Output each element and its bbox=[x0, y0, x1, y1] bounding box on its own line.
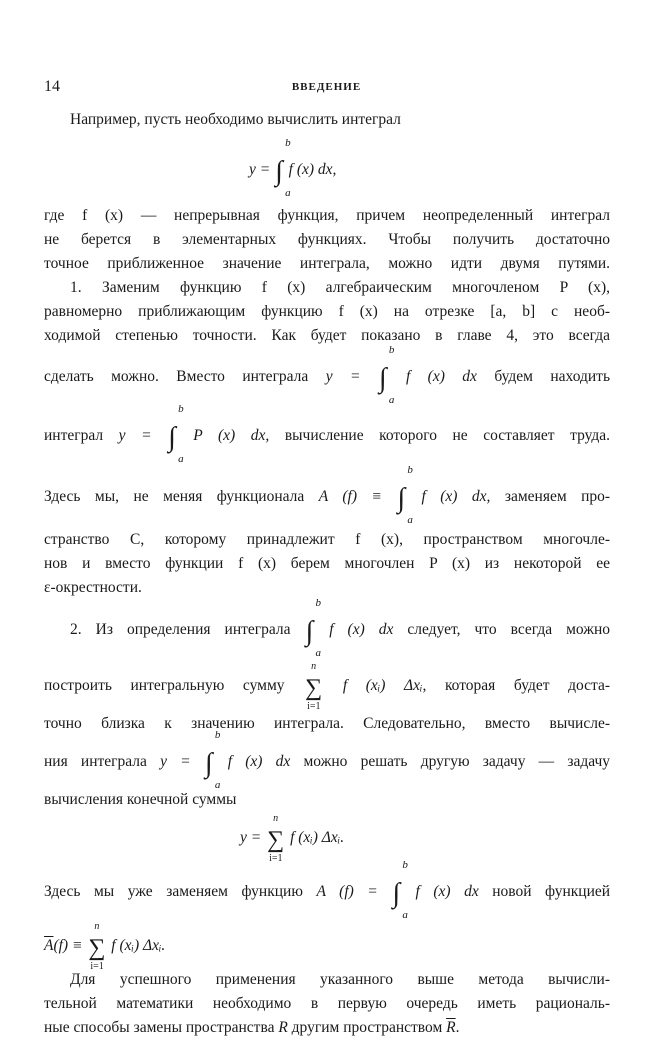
text-line-with-sum bbox=[44, 660, 610, 712]
text-line-with-symbols bbox=[44, 1016, 610, 1040]
space-R-bar: $\overline{R}$ bbox=[446, 1019, 456, 1036]
text-line: равномерно приближающим функцию f (x) на отрезке [a, b] с необ- bbox=[44, 303, 610, 320]
text-line-with-integral bbox=[44, 466, 610, 528]
integral-upper-limit: b bbox=[285, 137, 291, 149]
text-segment: сделать можно. Вместо интеграла bbox=[44, 368, 309, 385]
formula-integrand: f (x) dx, bbox=[288, 161, 337, 178]
text-segment: можно решать другую задачу — задачу bbox=[303, 753, 611, 770]
integral-sign: ∫ b a bbox=[397, 464, 413, 526]
paragraph-functional bbox=[44, 466, 610, 600]
sum-sign: ∑ n i=1 bbox=[305, 661, 323, 712]
paragraph-continuous-function bbox=[44, 204, 610, 276]
integral-lower-limit: a bbox=[388, 394, 395, 406]
text-line: не берется в элементарных функциях. Чтобы получить достаточно bbox=[44, 231, 610, 248]
integral-upper-limit: b bbox=[214, 729, 221, 741]
text-line: где f (x) — непрерывная функция, причем неопределенный интеграл bbox=[44, 207, 610, 224]
text-segment: следует, что всегда можно bbox=[407, 621, 611, 638]
integral-sign: ∫ b a bbox=[392, 859, 408, 921]
formula-lhs: y = bbox=[160, 753, 191, 770]
text-segment: 2. Из определения интеграла bbox=[70, 621, 291, 638]
sum-lower-limit: i=1 bbox=[90, 961, 104, 972]
paragraph-method-one bbox=[44, 276, 610, 466]
text-line: точно близка к значению интеграла. Следовательно, вместо вычисле- bbox=[44, 715, 610, 732]
text-line: ходимой степенью точности. Как будет показано в главе 4, это всегда bbox=[44, 327, 610, 344]
integral-lower-limit: a bbox=[178, 453, 184, 465]
text-line: странство C, которому принадлежит f (x), пространством многочле- bbox=[44, 531, 610, 548]
sum-upper-limit: n bbox=[311, 661, 317, 672]
integral-sign: ∫ b a bbox=[275, 137, 291, 199]
text-segment: другим пространством bbox=[291, 1019, 443, 1036]
formula-integral-expr bbox=[249, 137, 337, 199]
integral-sign: ∫ b a bbox=[378, 344, 395, 406]
integral-upper-limit: b bbox=[178, 403, 184, 415]
text-line-with-integral bbox=[44, 344, 611, 406]
formula-integrand: f (x) dx bbox=[405, 368, 477, 385]
sum-body: f (xᵢ) Δxᵢ. bbox=[111, 937, 166, 954]
integral-upper-limit: b bbox=[402, 859, 408, 871]
text-segment: ния интеграла bbox=[44, 753, 147, 770]
text-segment: которая будет доста- bbox=[444, 677, 611, 694]
integral-sign: ∫ b a bbox=[204, 729, 221, 791]
paragraph-method-two bbox=[44, 597, 611, 812]
text-segment: Здесь мы уже заменяем функцию bbox=[44, 883, 303, 900]
sum-lower-limit: i=1 bbox=[307, 701, 321, 712]
formula-finite-sum-expr bbox=[240, 813, 345, 864]
integral-lower-limit: a bbox=[285, 187, 291, 199]
sum-body: f (xᵢ) Δxᵢ, bbox=[342, 677, 427, 694]
sum-body: f (xᵢ) Δxᵢ. bbox=[290, 829, 345, 846]
paragraph-conclusion bbox=[44, 968, 610, 1040]
intro-text: Например, пусть необходимо вычислить интеграл bbox=[70, 111, 401, 128]
formula-integrand: f (x) dx bbox=[227, 753, 291, 770]
text-line-with-integral bbox=[44, 859, 611, 921]
formula-lhs: y = bbox=[325, 368, 361, 385]
formula-integrand: f (x) dx, bbox=[421, 488, 491, 505]
text-line: тельной математики необходимо в первую очередь иметь рациональ- bbox=[44, 995, 610, 1012]
formula-integrand: P (x) dx, bbox=[193, 427, 270, 444]
sum-lower-limit: i=1 bbox=[269, 853, 283, 864]
integral-lower-limit: a bbox=[407, 514, 413, 526]
integral-lower-limit: a bbox=[214, 779, 221, 791]
text-segment: вычисление которого не составляет труда. bbox=[284, 427, 611, 444]
formula-integrand: f (x) dx bbox=[329, 621, 394, 638]
text-segment: построить интегральную сумму bbox=[44, 677, 285, 694]
text-line-with-integral bbox=[44, 597, 611, 660]
formula-finite-sum bbox=[44, 812, 610, 868]
functional-A: A (f) ≡ bbox=[318, 488, 382, 505]
integral-lower-limit: a bbox=[402, 909, 408, 921]
sum-upper-limit: n bbox=[273, 813, 279, 824]
sum-upper-limit: n bbox=[94, 921, 100, 932]
formula-lhs: y = bbox=[118, 427, 152, 444]
integral-sign: ∫ b a bbox=[305, 597, 322, 659]
functional-A-bar: $\overline{A}$ bbox=[44, 937, 54, 954]
functional-A-bar-args: (f) ≡ bbox=[53, 937, 83, 954]
text-line: Для успешного применения указанного выше метода вычисли- bbox=[70, 971, 610, 988]
formula-lhs: y = bbox=[249, 161, 271, 178]
space-R: R bbox=[278, 1019, 288, 1036]
paragraph-intro bbox=[44, 108, 610, 132]
formula-integral bbox=[44, 132, 610, 204]
text-line-with-sum bbox=[44, 916, 610, 972]
text-line-with-integral bbox=[44, 729, 611, 791]
sum-sign: ∑ n i=1 bbox=[267, 813, 285, 864]
formula-integrand: f (x) dx bbox=[415, 883, 479, 900]
text-segment: ные способы замены пространства bbox=[44, 1019, 275, 1036]
page-number: 14 bbox=[44, 78, 60, 95]
integral-upper-limit: b bbox=[315, 597, 322, 609]
page-header bbox=[44, 78, 609, 100]
running-head: ВВЕДЕНИЕ bbox=[291, 81, 362, 93]
text-segment: заменяем про- bbox=[504, 488, 611, 505]
page-body bbox=[44, 106, 610, 1040]
formula-lhs: y = bbox=[240, 829, 262, 846]
integral-sign: ∫ b a bbox=[168, 403, 184, 465]
integral-lower-limit: a bbox=[315, 647, 322, 659]
text-line: точное приближенное значение интеграла, можно идти двумя путями. bbox=[44, 255, 610, 272]
sum-sign: ∑ n i=1 bbox=[88, 921, 106, 972]
functional-A: A (f) = bbox=[316, 883, 378, 900]
text-segment: будем находить bbox=[494, 368, 611, 385]
paragraph-new-functional bbox=[44, 859, 611, 972]
integral-upper-limit: b bbox=[407, 464, 413, 476]
text-segment: интеграл bbox=[44, 427, 104, 444]
text-line: ε-окрестности. bbox=[44, 579, 142, 596]
text-segment: Здесь мы, не меняя функционала bbox=[44, 488, 305, 505]
integral-upper-limit: b bbox=[388, 344, 395, 356]
text-segment: новой функцией bbox=[492, 883, 611, 900]
text-line: вычисления конечной суммы bbox=[44, 791, 237, 808]
sentence-end: . bbox=[455, 1019, 460, 1036]
text-line-with-integral bbox=[44, 403, 611, 466]
text-line: 1. Заменим функцию f (x) алгебраическим многочленом P (x), bbox=[70, 279, 610, 296]
text-line: нов и вместо функции f (x) берем многочлен P (x) из некоторой ее bbox=[44, 555, 610, 572]
